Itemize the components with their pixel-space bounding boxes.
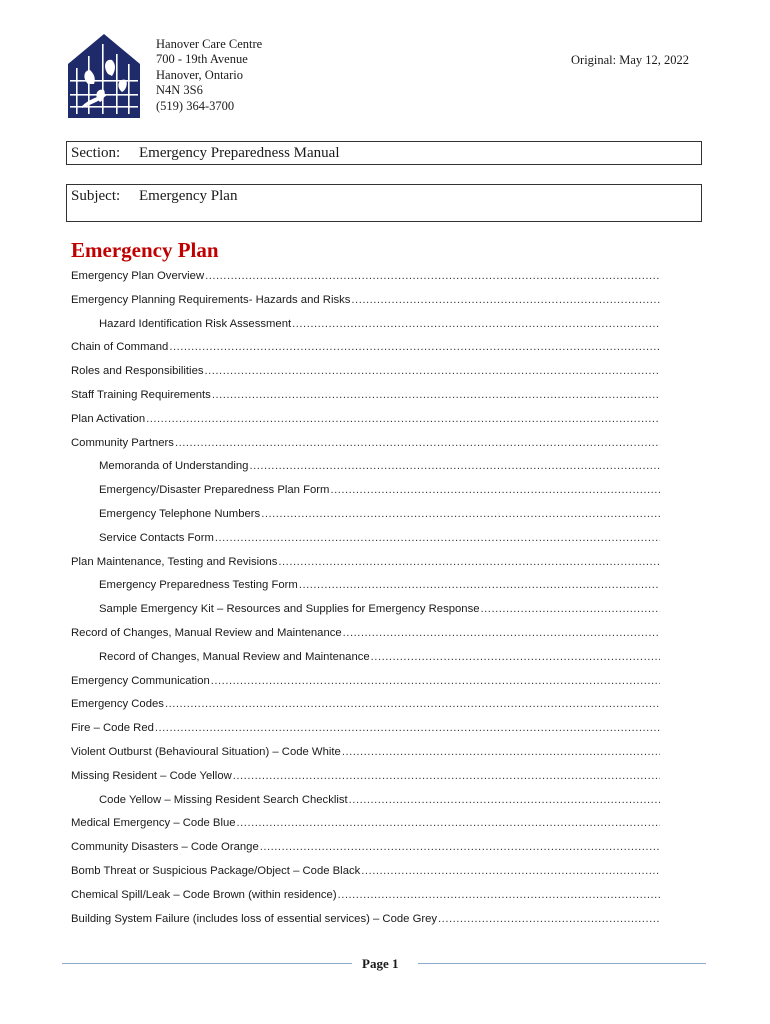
toc-entry[interactable] (99, 456, 660, 472)
toc-entry-text: Sample Emergency Kit – Resources and Supplies for Emergency Response (99, 603, 480, 616)
toc-entry[interactable] (99, 480, 660, 496)
toc-leader-dots (438, 913, 660, 925)
toc-entry[interactable] (99, 528, 660, 544)
toc-entry[interactable] (71, 742, 660, 758)
toc-entry[interactable] (71, 813, 660, 829)
toc-entry-text: Plan Activation (71, 412, 146, 425)
subject-label: Subject: (71, 188, 121, 204)
toc-entry-text: Emergency Communication (71, 674, 210, 687)
toc-leader-dots (233, 770, 660, 782)
toc-entry[interactable] (71, 361, 660, 377)
toc-entry[interactable] (99, 599, 660, 615)
toc-entry-text: Bomb Threat or Suspicious Package/Object – Code Black (71, 865, 361, 877)
toc-entry[interactable] (71, 718, 660, 734)
toc-leader-dots (146, 413, 660, 425)
toc-leader-dots (155, 722, 660, 734)
toc-leader-dots (349, 794, 660, 806)
toc-entry-text: Emergency Telephone Numbers (99, 508, 261, 520)
toc-leader-dots (338, 889, 660, 901)
toc-entry-text: Hazard Identification Risk Assessment (99, 317, 292, 330)
toc-leader-dots (237, 817, 660, 829)
toc-entry[interactable] (71, 266, 660, 282)
postal-code: N4N 3S6 (156, 83, 203, 98)
page-number: Page 1 (362, 956, 399, 971)
toc-leader-dots (481, 603, 660, 615)
toc-entry[interactable] (71, 290, 660, 306)
toc-entry-text: Emergency/Disaster Preparedness Plan Form (99, 484, 330, 497)
toc-entry[interactable] (71, 694, 660, 710)
subject-value: Emergency Plan (139, 188, 238, 204)
toc-entry-text: Code Yellow – Missing Resident Search Checklist (99, 793, 348, 806)
toc-entry[interactable] (99, 314, 660, 330)
toc-entry-text: Community Disasters – Code Orange (71, 841, 259, 854)
toc-entry-text: Fire – Code Red (71, 722, 154, 735)
toc-entry-text: Record of Changes, Manual Review and Maintenance (99, 650, 370, 663)
subject-box (66, 184, 702, 222)
toc-entry-text: Chemical Spill/Leak – Code Brown (within residence) (71, 888, 337, 901)
toc-leader-dots (175, 437, 660, 449)
toc-leader-dots (169, 341, 660, 353)
facility-name: Hanover Care Centre (156, 37, 263, 51)
toc-entry-text: Emergency Codes (71, 698, 164, 711)
toc-entry[interactable] (71, 766, 660, 782)
toc-entry-text: Chain of Command (71, 341, 169, 354)
toc-leader-dots (371, 651, 660, 663)
toc-entry-text: Memoranda of Understanding (99, 460, 249, 473)
toc-entry[interactable] (71, 861, 660, 877)
toc-entry-text: Roles and Responsibilities (71, 365, 204, 378)
toc-leader-dots (205, 270, 660, 282)
toc-entry[interactable] (71, 433, 660, 449)
toc-leader-dots (343, 627, 660, 639)
toc-entry[interactable] (71, 385, 660, 401)
original-date: Original: May 12, 2022 (571, 53, 690, 67)
section-label: Section: (71, 145, 121, 161)
toc-leader-dots (278, 556, 660, 568)
street-address: 700 - 19th Avenue (156, 52, 248, 67)
toc-leader-dots (330, 484, 660, 496)
toc-entry-text: Record of Changes, Manual Review and Maintenance (71, 627, 342, 639)
page-title: Emergency Plan (71, 238, 219, 262)
toc-entry[interactable] (71, 909, 660, 925)
toc-leader-dots (215, 532, 660, 544)
toc-leader-dots (165, 698, 660, 710)
footer-divider-right (418, 963, 706, 964)
toc-entry-text: Medical Emergency – Code Blue (71, 817, 236, 830)
toc-leader-dots (292, 318, 660, 330)
toc-entry-text: Emergency Planning Requirements- Hazards and Risks (71, 293, 351, 306)
toc-entry[interactable] (71, 671, 660, 687)
toc-leader-dots (211, 675, 660, 687)
toc-leader-dots (212, 389, 660, 401)
toc-entry-text: Emergency Preparedness Testing Form (99, 579, 298, 592)
toc-leader-dots (342, 746, 660, 758)
toc-entry[interactable] (71, 409, 660, 425)
city-province: Hanover, Ontario (156, 67, 243, 82)
toc-entry[interactable] (99, 575, 660, 591)
toc-entry[interactable] (71, 552, 660, 568)
footer-divider-left (62, 963, 352, 964)
toc-entry-text: Emergency Plan Overview (71, 270, 205, 282)
toc-entry[interactable] (71, 885, 660, 901)
toc-entry-text: Staff Training Requirements (71, 389, 211, 401)
toc-entry[interactable] (71, 837, 660, 853)
toc-leader-dots (249, 460, 660, 472)
toc-entry[interactable] (71, 623, 660, 639)
toc-leader-dots (261, 508, 660, 520)
section-value: Emergency Preparedness Manual (139, 145, 340, 161)
toc-entry[interactable] (99, 647, 660, 663)
phone-number: (519) 364-3700 (156, 98, 235, 113)
section-box (66, 141, 702, 165)
toc-leader-dots (205, 365, 661, 377)
house-tulip-logo-icon (68, 34, 140, 118)
toc-entry-text: Service Contacts Form (99, 531, 214, 544)
toc-entry[interactable] (99, 790, 660, 806)
toc-entry-text: Plan Maintenance, Testing and Revisions (71, 555, 278, 568)
toc-entry-text: Community Partners (71, 436, 174, 449)
toc-entry[interactable] (71, 337, 660, 353)
toc-entry-text: Missing Resident – Code Yellow (71, 769, 232, 782)
toc-entry-text: Violent Outburst (Behavioural Situation) – Code White (71, 746, 341, 758)
toc-leader-dots (260, 841, 660, 853)
toc-leader-dots (351, 294, 660, 306)
toc-leader-dots (361, 865, 660, 877)
toc-leader-dots (299, 579, 660, 591)
facility-address (156, 37, 262, 114)
toc-entry[interactable] (99, 504, 660, 520)
toc-entry-text: Building System Failure (includes loss of essential services) – Code Grey (71, 912, 438, 925)
